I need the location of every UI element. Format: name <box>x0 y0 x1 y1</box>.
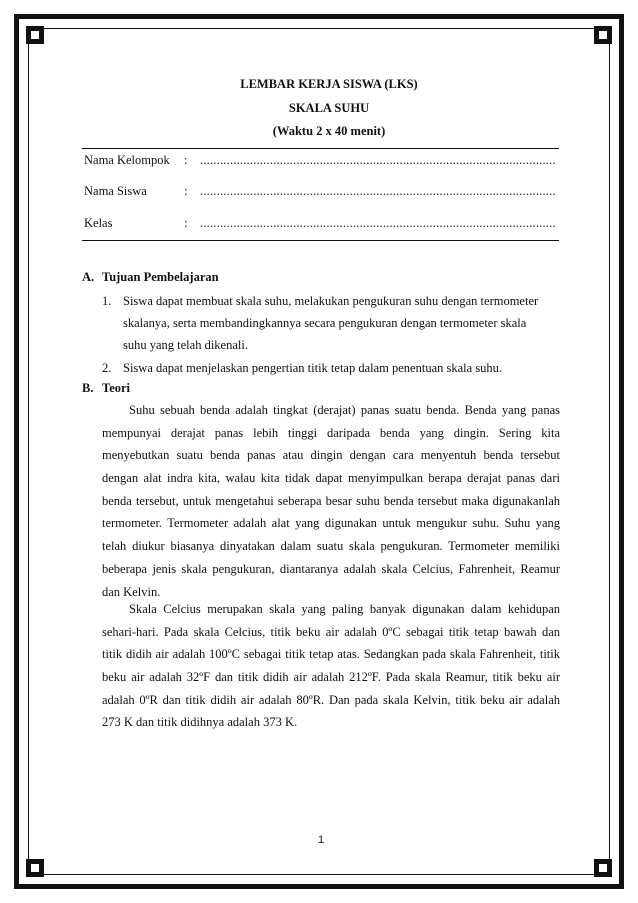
field-fill-line[interactable]: ........................................................................................................... <box>200 184 556 198</box>
paragraph-line: telah diukur biasanya dinyatakan dalam suatu skala pengukuran. Termometer memiliki <box>102 539 560 554</box>
paragraph-line: benda tersebut, untuk mengetahui seberapa besar suhu benda tersebut maka digunakanlah <box>102 493 560 508</box>
item-number: 2. <box>102 361 112 375</box>
paragraph-line: adalah 0ºR dan titik didih air adalah 80ºR. Dan pada skala Kelvin, titik beku air adalah <box>102 692 560 707</box>
field-label: Nama Siswa <box>84 184 147 198</box>
item-number: 1. <box>102 294 112 308</box>
item-line: Siswa dapat membuat skala suhu, melakukan pengukuran suhu dengan termometer <box>123 294 539 308</box>
paragraph-line: Suhu sebuah benda adalah tingkat (derajat) panas suatu benda. Benda yang panas <box>129 403 560 417</box>
paragraph-line: 273 K dan titik didihnya adalah 373 K. <box>102 715 298 730</box>
field-nama-siswa[interactable] <box>84 184 560 202</box>
paragraph-line: titik didih air adalah 100ºC sebagai titik tetap atas. Sedangkan pada skala Fahrenheit, titik <box>102 647 560 662</box>
worksheet-subtitle: SKALA SUHU <box>288 101 370 115</box>
field-fill-line[interactable]: ........................................................................................................... <box>200 153 556 167</box>
field-kelas[interactable] <box>84 216 560 234</box>
field-label: Nama Kelompok <box>84 153 170 167</box>
paragraph-line: dan Kelvin. <box>102 584 161 599</box>
border-corner-ornament <box>26 859 44 877</box>
paragraph-line: mempunyai derajat panas lebih tinggi daripada benda yang dingin. Sering kita <box>102 425 560 440</box>
worksheet-title: LEMBAR KERJA SISWA (LKS) <box>240 77 418 91</box>
divider-bottom <box>82 240 559 241</box>
theory-paragraph-1 <box>102 399 560 603</box>
page-number: 1 <box>317 834 325 846</box>
paragraph-line: sehari-hari. Pada skala Celcius, titik beku air adalah 0ºC sebagai titik tetap bawah dan <box>102 624 560 639</box>
paragraph-line: dengan alat indra kita, walau kita tidak dapat menyimpulkan berapa derajat panas dari <box>102 471 560 486</box>
field-colon: : <box>184 184 188 198</box>
field-colon: : <box>184 216 188 230</box>
theory-paragraph-2 <box>102 598 560 734</box>
item-line: Siswa dapat menjelaskan pengertian titik tetap dalam penentuan skala suhu. <box>123 361 503 375</box>
section-title: Tujuan Pembelajaran <box>102 270 219 284</box>
field-colon: : <box>184 153 188 167</box>
paragraph-line: beberapa jenis skala pengukuran, diantaranya adalah skala Celcius, Fahrenheit, Reamur <box>102 561 560 576</box>
border-corner-ornament <box>26 26 44 44</box>
section-letter: A. <box>82 270 95 284</box>
section-title: Teori <box>102 381 131 395</box>
paragraph-line: menyebutkan suatu benda panas atau dingin dengan cara menyentuh benda tersebut <box>102 448 560 463</box>
item-text <box>123 290 563 356</box>
border-corner-ornament <box>594 859 612 877</box>
worksheet-duration: (Waktu 2 x 40 menit) <box>272 124 386 138</box>
border-corner-ornament <box>594 26 612 44</box>
paragraph-line: termometer. Termometer adalah alat yang digunakan untuk mengukur suhu. Suhu yang <box>102 516 560 531</box>
section-letter: B. <box>82 381 94 395</box>
item-line: skalanya, serta membandingkannya secara pengukuran dengan termometer skala <box>123 316 527 330</box>
item-text <box>123 357 563 379</box>
item-line: suhu yang telah dikenali. <box>123 338 248 352</box>
field-fill-line[interactable]: ........................................................................................................... <box>200 216 556 230</box>
field-nama-kelompok[interactable] <box>84 153 560 171</box>
divider-top <box>82 148 559 149</box>
field-label: Kelas <box>84 216 113 230</box>
paragraph-line: beku air adalah 32ºF dan titik didih air adalah 212ºF. Pada skala Reamur, titik beku air <box>102 670 560 685</box>
paragraph-line: Skala Celcius merupakan skala yang paling banyak digunakan dalam kehidupan <box>129 602 560 616</box>
